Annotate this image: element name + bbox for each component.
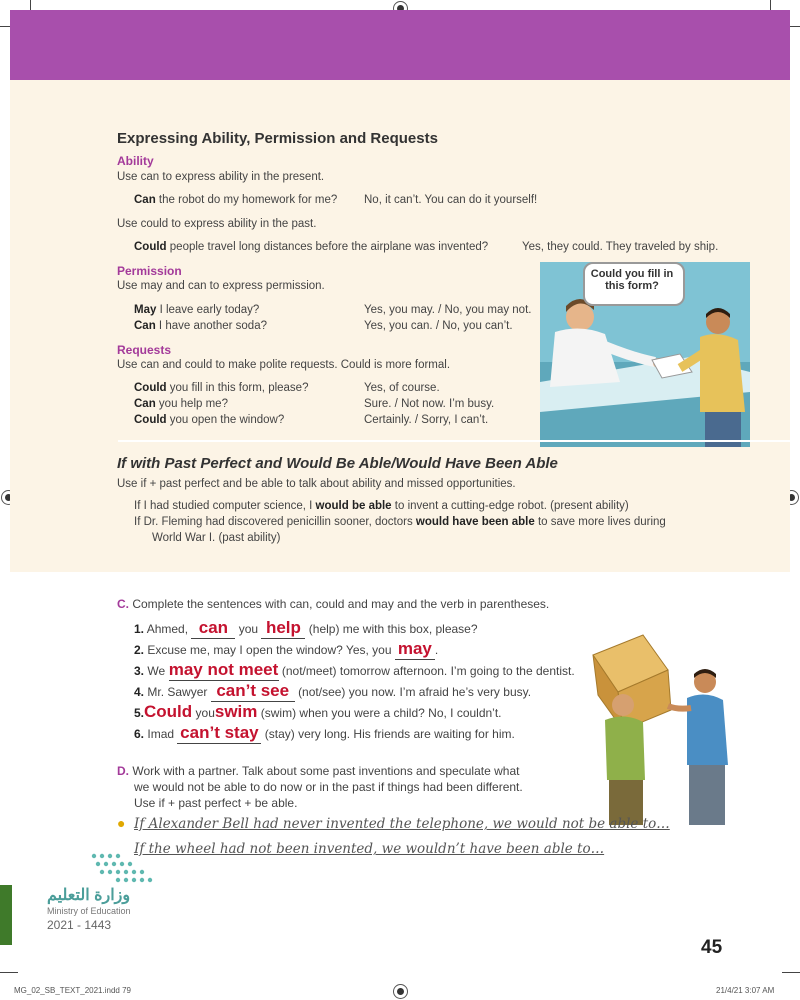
ability-heading: Ability bbox=[117, 154, 154, 168]
requests-q3: Could you open the window? bbox=[134, 414, 285, 426]
section-divider bbox=[118, 440, 790, 442]
requests-a2: Sure. / Not now. I’m busy. bbox=[364, 398, 495, 410]
exercise-c-instruction: C. Complete the sentences with can, could and may and the verb in parentheses. bbox=[117, 597, 550, 611]
ability-example-1: Can the robot do my homework for me? bbox=[134, 194, 338, 206]
permission-heading: Permission bbox=[117, 264, 182, 278]
ability-example-2: Could people travel long distances before the airplane was invented? bbox=[134, 241, 489, 253]
permission-q2: Can I have another soda? bbox=[134, 320, 267, 332]
registration-mark-icon bbox=[393, 984, 408, 999]
header-band bbox=[10, 10, 790, 80]
exercise-c-item-6: 6. Imad can’t stay (stay) very long. His friends are waiting for him. bbox=[134, 723, 515, 742]
permission-intro: Use may and can to express permission. bbox=[117, 280, 325, 292]
permission-a1: Yes, you may. / No, you may not. bbox=[364, 304, 532, 316]
handwritten-answer-2: If the wheel had not been invented, we wouldn’t have been able to… bbox=[134, 841, 605, 857]
permission-q1: May I leave early today? bbox=[134, 304, 260, 316]
section-title: Expressing Ability, Permission and Requests bbox=[117, 130, 438, 147]
exercise-d-line-3: Use if + past perfect + be able. bbox=[134, 796, 298, 810]
section-2-title: If with Past Perfect and Would Be Able/Would Have Been Able bbox=[117, 455, 558, 472]
ministry-logo-icon bbox=[88, 850, 178, 886]
left-edge-image bbox=[0, 885, 12, 945]
ministry-english: Ministry of Education bbox=[47, 906, 131, 916]
ability-answer-2: Yes, they could. They traveled by ship. bbox=[522, 241, 719, 253]
exercise-c-item-2: 2. Excuse me, may I open the window? Yes, you may . bbox=[134, 639, 439, 658]
footer-file: MG_02_SB_TEXT_2021.indd 79 bbox=[14, 986, 131, 995]
exercise-c-item-4: 4. Mr. Sawyer can’t see (not/see) you now. I’m afraid he’s very busy. bbox=[134, 681, 532, 700]
exercise-c-item-5: 5.Could youswim (swim) when you were a child? No, I couldn’t. bbox=[134, 702, 502, 721]
ability-answer-1: No, it can’t. You can do it yourself! bbox=[364, 194, 538, 206]
permission-a2: Yes, you can. / No, you can’t. bbox=[364, 320, 513, 332]
boxes-illustration bbox=[583, 630, 743, 830]
exercise-d-line-1: D. Work with a partner. Talk about some past inventions and speculate what bbox=[117, 764, 520, 778]
requests-q1: Could you fill in this form, please? bbox=[134, 382, 309, 394]
answer-blank[interactable]: swim bbox=[214, 702, 258, 721]
ability-intro-2: Use could to express ability in the past. bbox=[117, 218, 317, 230]
answer-blank[interactable]: help bbox=[261, 618, 305, 639]
ministry-arabic: وزارة التعليم bbox=[47, 887, 131, 904]
handwritten-answer-1: If Alexander Bell had never invented the telephone, we would not be able to… bbox=[134, 816, 670, 832]
requests-a1: Yes, of course. bbox=[364, 382, 440, 394]
speech-bubble-text: Could you fill in this form? bbox=[590, 268, 674, 292]
exercise-c-item-3: 3. We may not meet (not/meet) tomorrow afternoon. I’m going to the dentist. bbox=[134, 660, 575, 679]
answer-blank[interactable]: may bbox=[395, 639, 435, 660]
section-2-example-1: If I had studied computer science, I would be able to invent a cutting-edge robot. (present ability) bbox=[134, 500, 629, 512]
exercise-c-item-1: 1. Ahmed, can you help (help) me with this box, please? bbox=[134, 618, 478, 637]
page-number: 45 bbox=[701, 937, 723, 958]
answer-blank[interactable]: can’t stay bbox=[177, 723, 261, 744]
requests-heading: Requests bbox=[117, 343, 172, 357]
lightbulb-icon: ● bbox=[117, 815, 126, 831]
section-2-intro: Use if + past perfect and be able to talk about ability and missed opportunities. bbox=[117, 478, 516, 490]
exercise-d-line-2: we would not be able to do now or in the past if things had been different. bbox=[134, 780, 523, 794]
answer-blank[interactable]: can’t see bbox=[211, 681, 295, 702]
requests-a3: Certainly. / Sorry, I can’t. bbox=[364, 414, 489, 426]
section-2-example-2: If Dr. Fleming had discovered penicillin sooner, doctors would have been able to save more lives during bbox=[134, 516, 666, 528]
ministry-year: 2021 - 1443 bbox=[47, 918, 112, 932]
footer-date: 21/4/21 3:07 AM bbox=[716, 986, 775, 995]
section-2-example-2-cont: World War I. (past ability) bbox=[152, 532, 281, 544]
crop-mark bbox=[782, 972, 800, 973]
requests-q2: Can you help me? bbox=[134, 398, 228, 410]
requests-intro: Use can and could to make polite requests. Could is more formal. bbox=[117, 359, 451, 371]
ability-intro: Use can to express ability in the present. bbox=[117, 171, 325, 183]
answer-blank[interactable]: may not meet bbox=[168, 660, 279, 679]
crop-mark bbox=[0, 972, 18, 973]
answer-blank[interactable]: can bbox=[191, 618, 235, 639]
answer-blank[interactable]: Could bbox=[144, 702, 193, 721]
